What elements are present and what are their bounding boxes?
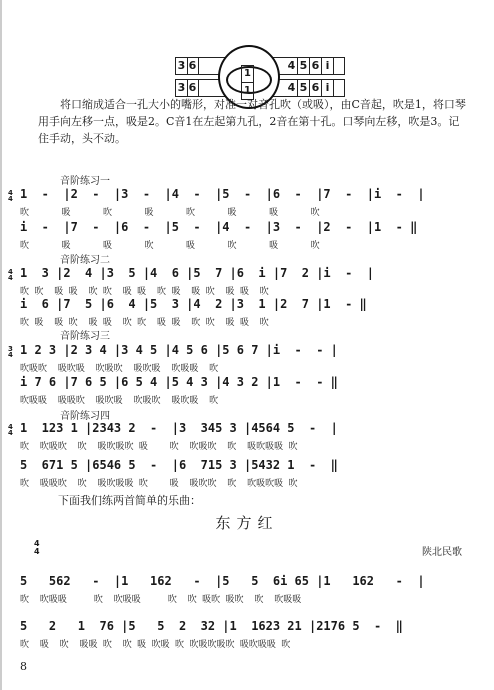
song-breath-marks: 吹 吹吸吸 吹 吹吸吸 吹 吹 吸吹 吸吹 吹 吹吸吸 xyxy=(20,595,302,605)
notation-line: 1 3 |2 4 |3 5 |4 6 |5 7 |6 i |7 2 |i - | xyxy=(20,266,375,280)
breath-marks: 吹 吸 吹 吸 吹 吸 吸 吹 xyxy=(20,208,320,218)
hole-digit: 6 xyxy=(310,80,322,96)
hole-digit: 1 xyxy=(241,82,254,100)
song-notation-line: 5 562 - |1 162 - |5 5 6i 65 |1 162 - | xyxy=(20,574,425,588)
page-binding-edge xyxy=(0,0,2,690)
notation-line: 1 - |2 - |3 - |4 - |5 - |6 - |7 - |i - | xyxy=(20,187,425,201)
hole-digit: 3 xyxy=(176,58,188,74)
breath-marks: 吹 吸吸吹 吹 吸吹吸吸 吹 吸 吸吹吹 吹 吹吸吹吸 吹 xyxy=(20,479,298,489)
song-intro: 下面我们练两首简单的乐曲： xyxy=(58,494,201,507)
breath-marks: 吹 吸 吸 吹 吸 吸 吹 吹 吸 吸 吹 吹 吸 吸 吹 xyxy=(20,318,269,328)
hole-digit: 4 xyxy=(286,58,298,74)
exercise-title: 音阶练习三 xyxy=(60,331,110,342)
hole-digit: i xyxy=(322,58,334,74)
notation-line: 1 123 1 |2343 2 - |3 345 3 |4564 5 - | xyxy=(20,421,338,435)
hole-digit: 5 xyxy=(298,58,310,74)
time-signature-icon: 4 4 xyxy=(8,423,13,437)
song-source: 陕北民歌 xyxy=(422,547,462,558)
hole-digit: 3 xyxy=(176,80,188,96)
hole-digit: 5 xyxy=(298,80,310,96)
hole-digit: 6 xyxy=(187,80,199,96)
hole-digit: 6 xyxy=(187,58,199,74)
breath-marks: 吹吸吹 吸吹吸 吹吸吹 吸吹吸 吹吸吸 吹 xyxy=(20,364,219,374)
notation-line: 1 2 3 |2 3 4 |3 4 5 |4 5 6 |5 6 7 |i - - | xyxy=(20,343,338,357)
time-signature-icon: 3 4 xyxy=(8,345,13,359)
exercise-title: 音阶练习一 xyxy=(60,176,110,187)
time-signature-icon: 4 4 xyxy=(8,268,13,282)
notation-line: i - |7 - |6 - |5 - |4 - |3 - |2 - |1 - ‖ xyxy=(20,220,418,234)
song-breath-marks: 吹 吸 吹 吸吸 吹 吹 吸 吹吸 吹 吹吸吹吸吹 吸吹吸吸 吹 xyxy=(20,640,291,650)
song-notation-line: 5 2 1 76 |5 5 2 32 |1 1623 21 |2176 5 - ‖ xyxy=(20,619,403,633)
notation-line: i 6 |7 5 |6 4 |5 3 |4 2 |3 1 |2 7 |1 - ‖ xyxy=(20,297,367,311)
time-signature-icon: 4 4 xyxy=(8,189,13,203)
song-time-signature: 4 4 xyxy=(34,539,40,556)
breath-marks: 吹 吹吸吹 吹 吸吹吸吹 吸 吹 吹吸吹 吹 吸吹吸吸 吹 xyxy=(20,442,298,452)
song-title: 东方红 xyxy=(215,514,279,532)
notation-line: 5 671 5 |6546 5 - |6 715 3 |5432 1 - ‖ xyxy=(20,458,338,472)
page-number: 8 xyxy=(20,660,27,673)
notation-line: i 7 6 |7 6 5 |6 5 4 |5 4 3 |4 3 2 |1 - - ‖ xyxy=(20,375,338,389)
breath-marks: 吹 吹 吸 吸 吹 吹 吸 吸 吹 吸 吸 吹 吸 吸 吹 xyxy=(20,287,269,297)
breath-marks: 吹 吸 吸 吹 吸 吹 吸 吹 xyxy=(20,241,320,251)
hole-digit: 6 xyxy=(310,58,322,74)
exercise-title: 音阶练习二 xyxy=(60,255,110,266)
exercise-title: 音阶练习四 xyxy=(60,411,110,422)
hole-digit: 1 xyxy=(241,65,254,83)
hole-digit: i xyxy=(322,80,334,96)
hole-digit: 4 xyxy=(286,80,298,96)
breath-marks: 吹吸吸 吸吸吹 吸吹吸 吹吸吹 吸吹吸 吹 xyxy=(20,396,219,406)
intro-paragraph: 将口缩成适合一孔大小的嘴形，对准一对音孔吹（或吸），由C音起，吹是1，将口琴用手向左移一点，吸是2。C音1在左起第九孔，2音在第十孔。口琴向左移，吹是3。记住手动，头不动。 xyxy=(38,98,466,145)
